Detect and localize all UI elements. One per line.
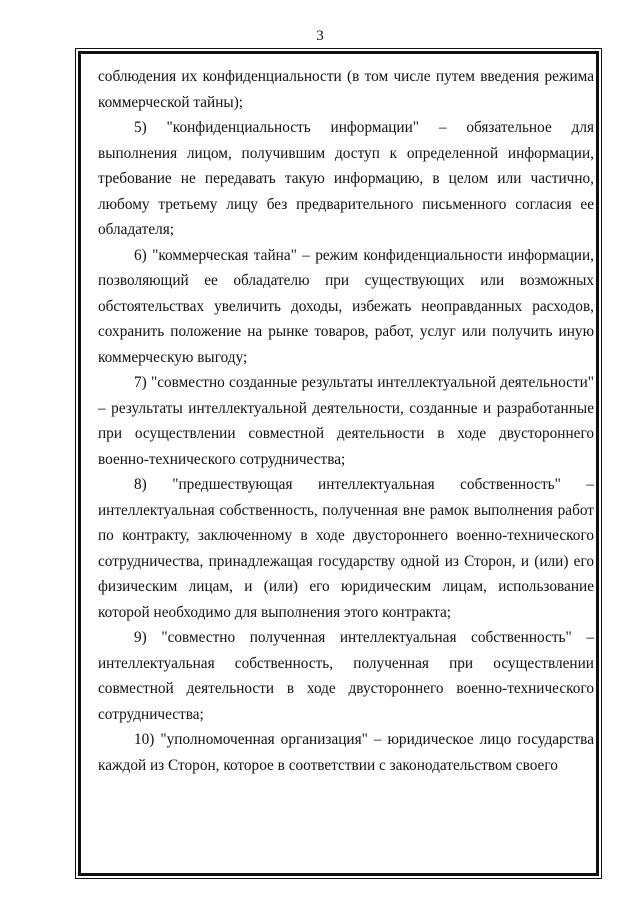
paragraph-item-8: 8) "предшествующая интеллектуальная собственность" – интеллектуальная собственность, полученная вне рамок выполнения работ по контракту, заключенному в ходе двустороннего военно-технического сотрудничества, принадлежащая государству одной из Сторон, и (или) его физическим лицам, и (или) его юридическим лицам, использование которой необходимо для выполнения этого контракта; bbox=[98, 476, 594, 621]
document-body bbox=[98, 64, 594, 778]
paragraph-item-9: 9) "совместно полученная интеллектуальная собственность" – интеллектуальная собственность, полученная при осуществлении совместной деятельности в ходе двустороннего военно-технического сотрудничества; bbox=[98, 629, 594, 723]
page-number: 3 bbox=[316, 28, 324, 44]
paragraph-item-10: 10) "уполномоченная организация" – юридическое лицо государства каждой из Сторон, которое в соответствии с законодательством своего bbox=[98, 731, 594, 774]
paragraph-continuation: соблюдения их конфиденциальности (в том числе путем введения режима коммерческой тайны); bbox=[98, 68, 594, 111]
paragraph-item-5: 5) "конфиденциальность информации" – обязательное для выполнения лицом, получившим доступ к определенной информации, требование не передавать такую информацию, в целом или частично, любому третьему лицу без предварительного письменного согласия ее обладателя; bbox=[98, 119, 594, 238]
paragraph-item-6: 6) "коммерческая тайна" – режим конфиденциальности информации, позволяющий ее обладателю при существующих или возможных обстоятельствах увеличить доходы, избежать неоправданных расходов, сохранить положение на рынке товаров, работ, услуг или получить иную коммерческую выгоду; bbox=[98, 246, 594, 366]
paragraph-item-7: 7) "совместно созданные результаты интеллектуальной деятельности" – результаты интеллектуальной деятельности, созданные и разработанные при осуществлении совместной деятельности в ходе двустороннего военно-технического сотрудничества; bbox=[98, 374, 594, 468]
